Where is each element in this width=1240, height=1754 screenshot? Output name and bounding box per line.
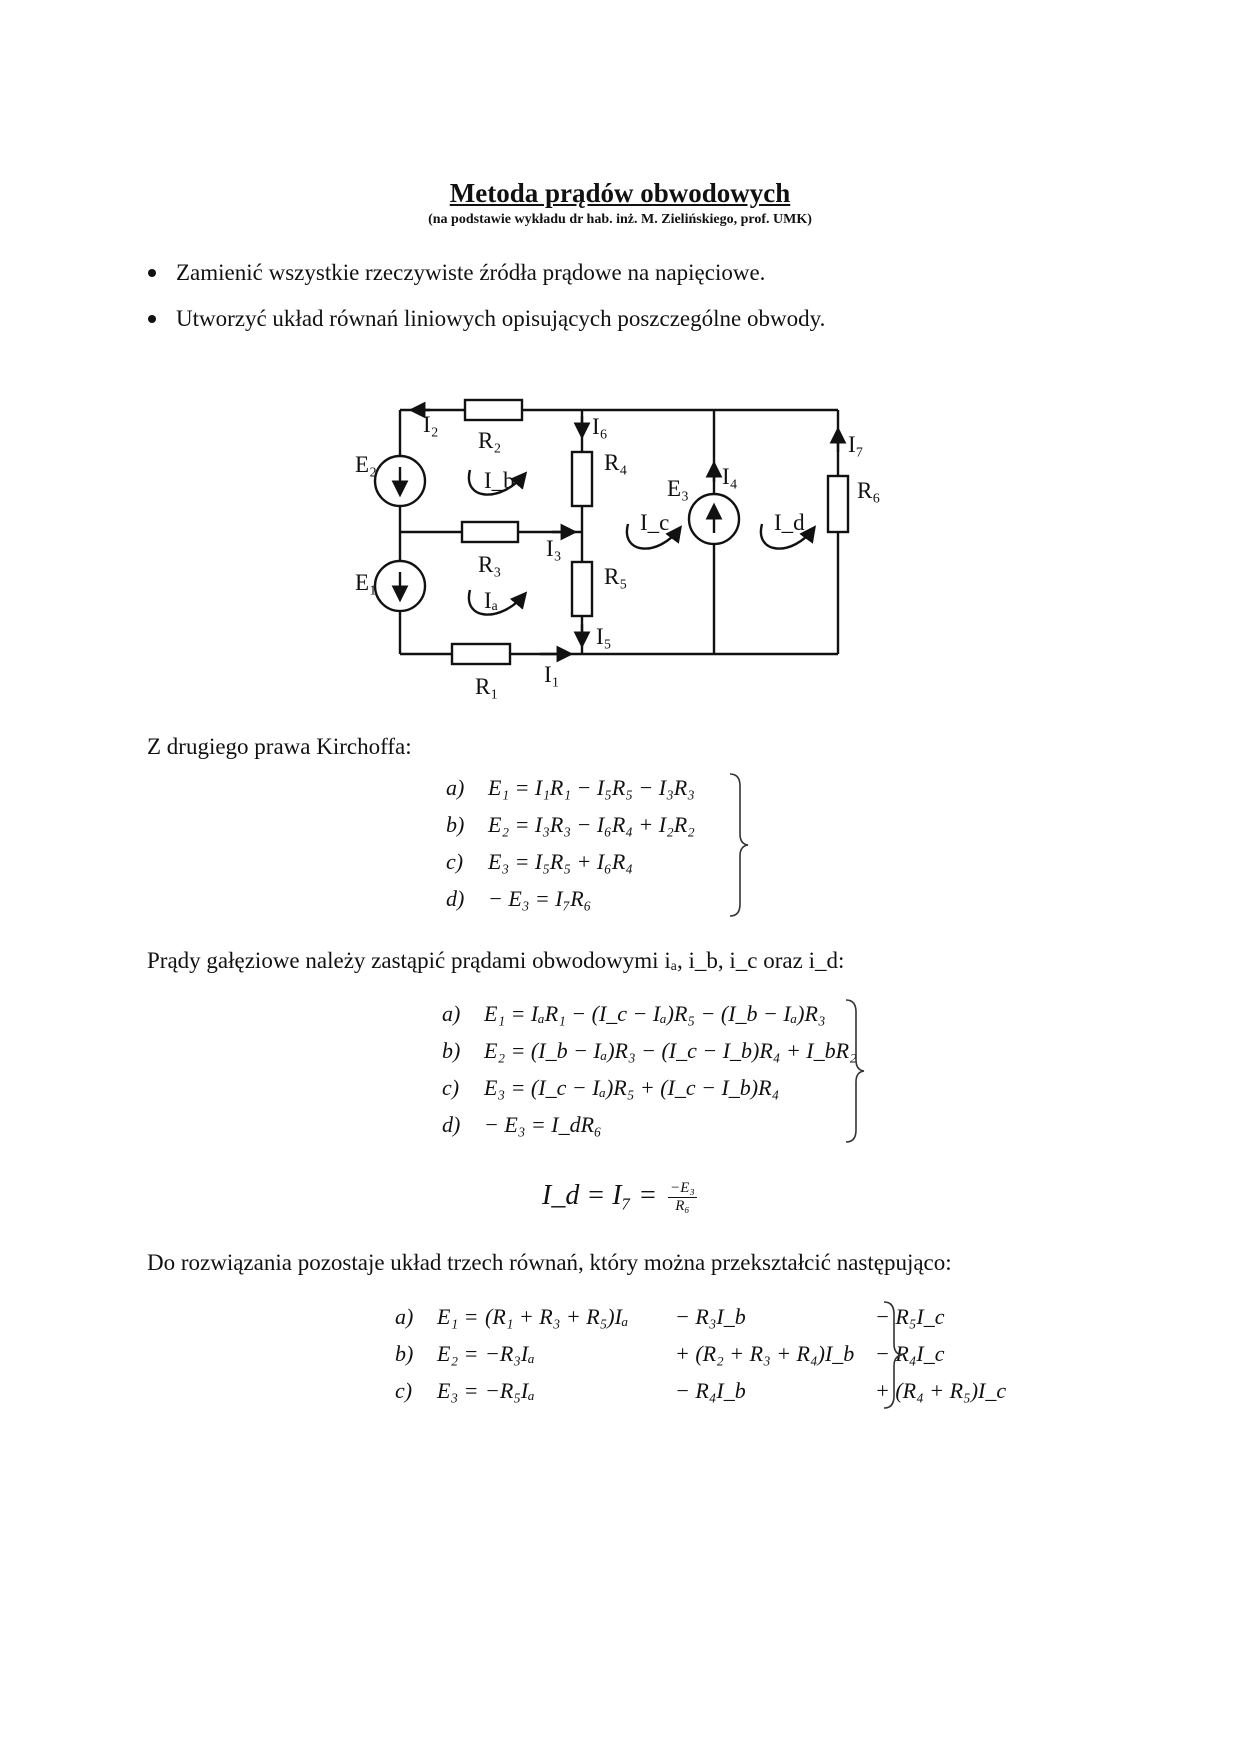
formula-lhs: I_d = I₇ = xyxy=(542,1180,658,1211)
right-brace-icon xyxy=(726,772,756,918)
equation-row: a) E₁ = (R₁ + R₃ + R₅)Iₐ − R₃I_b − R₅I_c xyxy=(395,1304,945,1329)
page-subtitle: (na podstawie wykładu dr hab. inż. M. Zielińskiego, prof. UMK) xyxy=(428,212,812,227)
bullet-text: Zamienić wszystkie rzeczywiste źródła prądowe na napięciowe. xyxy=(176,260,766,285)
label-r6: R₆ xyxy=(857,478,881,503)
equation-row: a) E₁ = I₁R₁ − I₅R₅ − I₃R₃ xyxy=(446,775,695,800)
fraction xyxy=(668,1180,697,1215)
bullet-text: Utworzyć układ równań liniowych opisujących poszczególne obwody. xyxy=(176,306,826,331)
bullet-icon xyxy=(148,269,156,277)
label-ic: I_c xyxy=(640,510,670,535)
equation-row: b) E₂ = −R₃Iₐ + (R₂ + R₃ + R₄)I_b − R₄I_c xyxy=(395,1341,945,1366)
label-i6: I₆ xyxy=(592,414,608,439)
equation-row: a) E₁ = IₐR₁ − (I_c − Iₐ)R₅ − (I_b − Iₐ)R₃ xyxy=(442,1001,826,1026)
label-e3: E₃ xyxy=(667,476,690,501)
right-brace-icon xyxy=(880,1300,910,1410)
circuit-diagram xyxy=(0,380,1240,710)
bullet-item xyxy=(148,306,825,332)
label-ia: Iₐ xyxy=(484,588,498,613)
label-ib: I_b xyxy=(484,468,515,493)
fraction-numerator: −E₃ xyxy=(670,1180,695,1197)
resistor-r2 xyxy=(465,400,522,420)
page-title: Metoda prądów obwodowych xyxy=(449,178,791,208)
label-i1: I₁ xyxy=(544,662,560,687)
equation-row: b) E₂ = (I_b − Iₐ)R₃ − (I_c − I_b)R₄ + I_bR₂ xyxy=(442,1038,857,1063)
label-i3: I₃ xyxy=(546,536,562,561)
label-i7: I₇ xyxy=(848,432,864,457)
label-r3: R₃ xyxy=(478,552,502,577)
bullet-item xyxy=(148,260,765,286)
equation-row: d) − E₃ = I_dR₆ xyxy=(442,1112,602,1137)
id-formula xyxy=(542,1180,697,1215)
section2-heading: Prądy gałęziowe należy zastąpić prądami obwodowymi iₐ, i_b, i_c oraz i_d: xyxy=(147,948,845,973)
label-i4: I₄ xyxy=(722,464,738,489)
equation-row: c) E₃ = I₅R₅ + I₆R₄ xyxy=(446,849,633,874)
label-i5: I₅ xyxy=(596,624,612,649)
resistor-r4 xyxy=(572,452,592,506)
label-r1: R₁ xyxy=(475,674,499,699)
label-id: I_d xyxy=(774,510,805,535)
bullet-icon xyxy=(148,315,156,323)
label-e2: E₂ xyxy=(355,452,378,477)
label-r5: R₅ xyxy=(604,564,628,589)
section3-heading: Do rozwiązania pozostaje układ trzech równań, który można przekształcić następująco: xyxy=(147,1250,952,1275)
resistor-r5 xyxy=(572,562,592,616)
equation-row: b) E₂ = I₃R₃ − I₆R₄ + I₂R₂ xyxy=(446,812,695,837)
equation-row: c) E₃ = (I_c − Iₐ)R₅ + (I_c − I_b)R₄ xyxy=(442,1075,780,1100)
label-r2: R₂ xyxy=(478,428,502,453)
label-i2: I₂ xyxy=(423,412,439,437)
fraction-denominator: R₆ xyxy=(675,1198,690,1215)
section1-heading: Z drugiego prawa Kirchoffa: xyxy=(147,734,412,759)
resistor-r1 xyxy=(452,644,510,664)
equation-row: c) E₃ = −R₅Iₐ − R₄I_b + (R₄ + R₅)I_c xyxy=(395,1378,1007,1403)
resistor-r6 xyxy=(828,476,848,532)
label-e1: E₁ xyxy=(355,570,378,595)
resistor-r3 xyxy=(462,522,518,542)
label-r4: R₄ xyxy=(604,450,628,475)
right-brace-icon xyxy=(842,998,872,1144)
equation-row: d) − E₃ = I₇R₆ xyxy=(446,886,592,911)
